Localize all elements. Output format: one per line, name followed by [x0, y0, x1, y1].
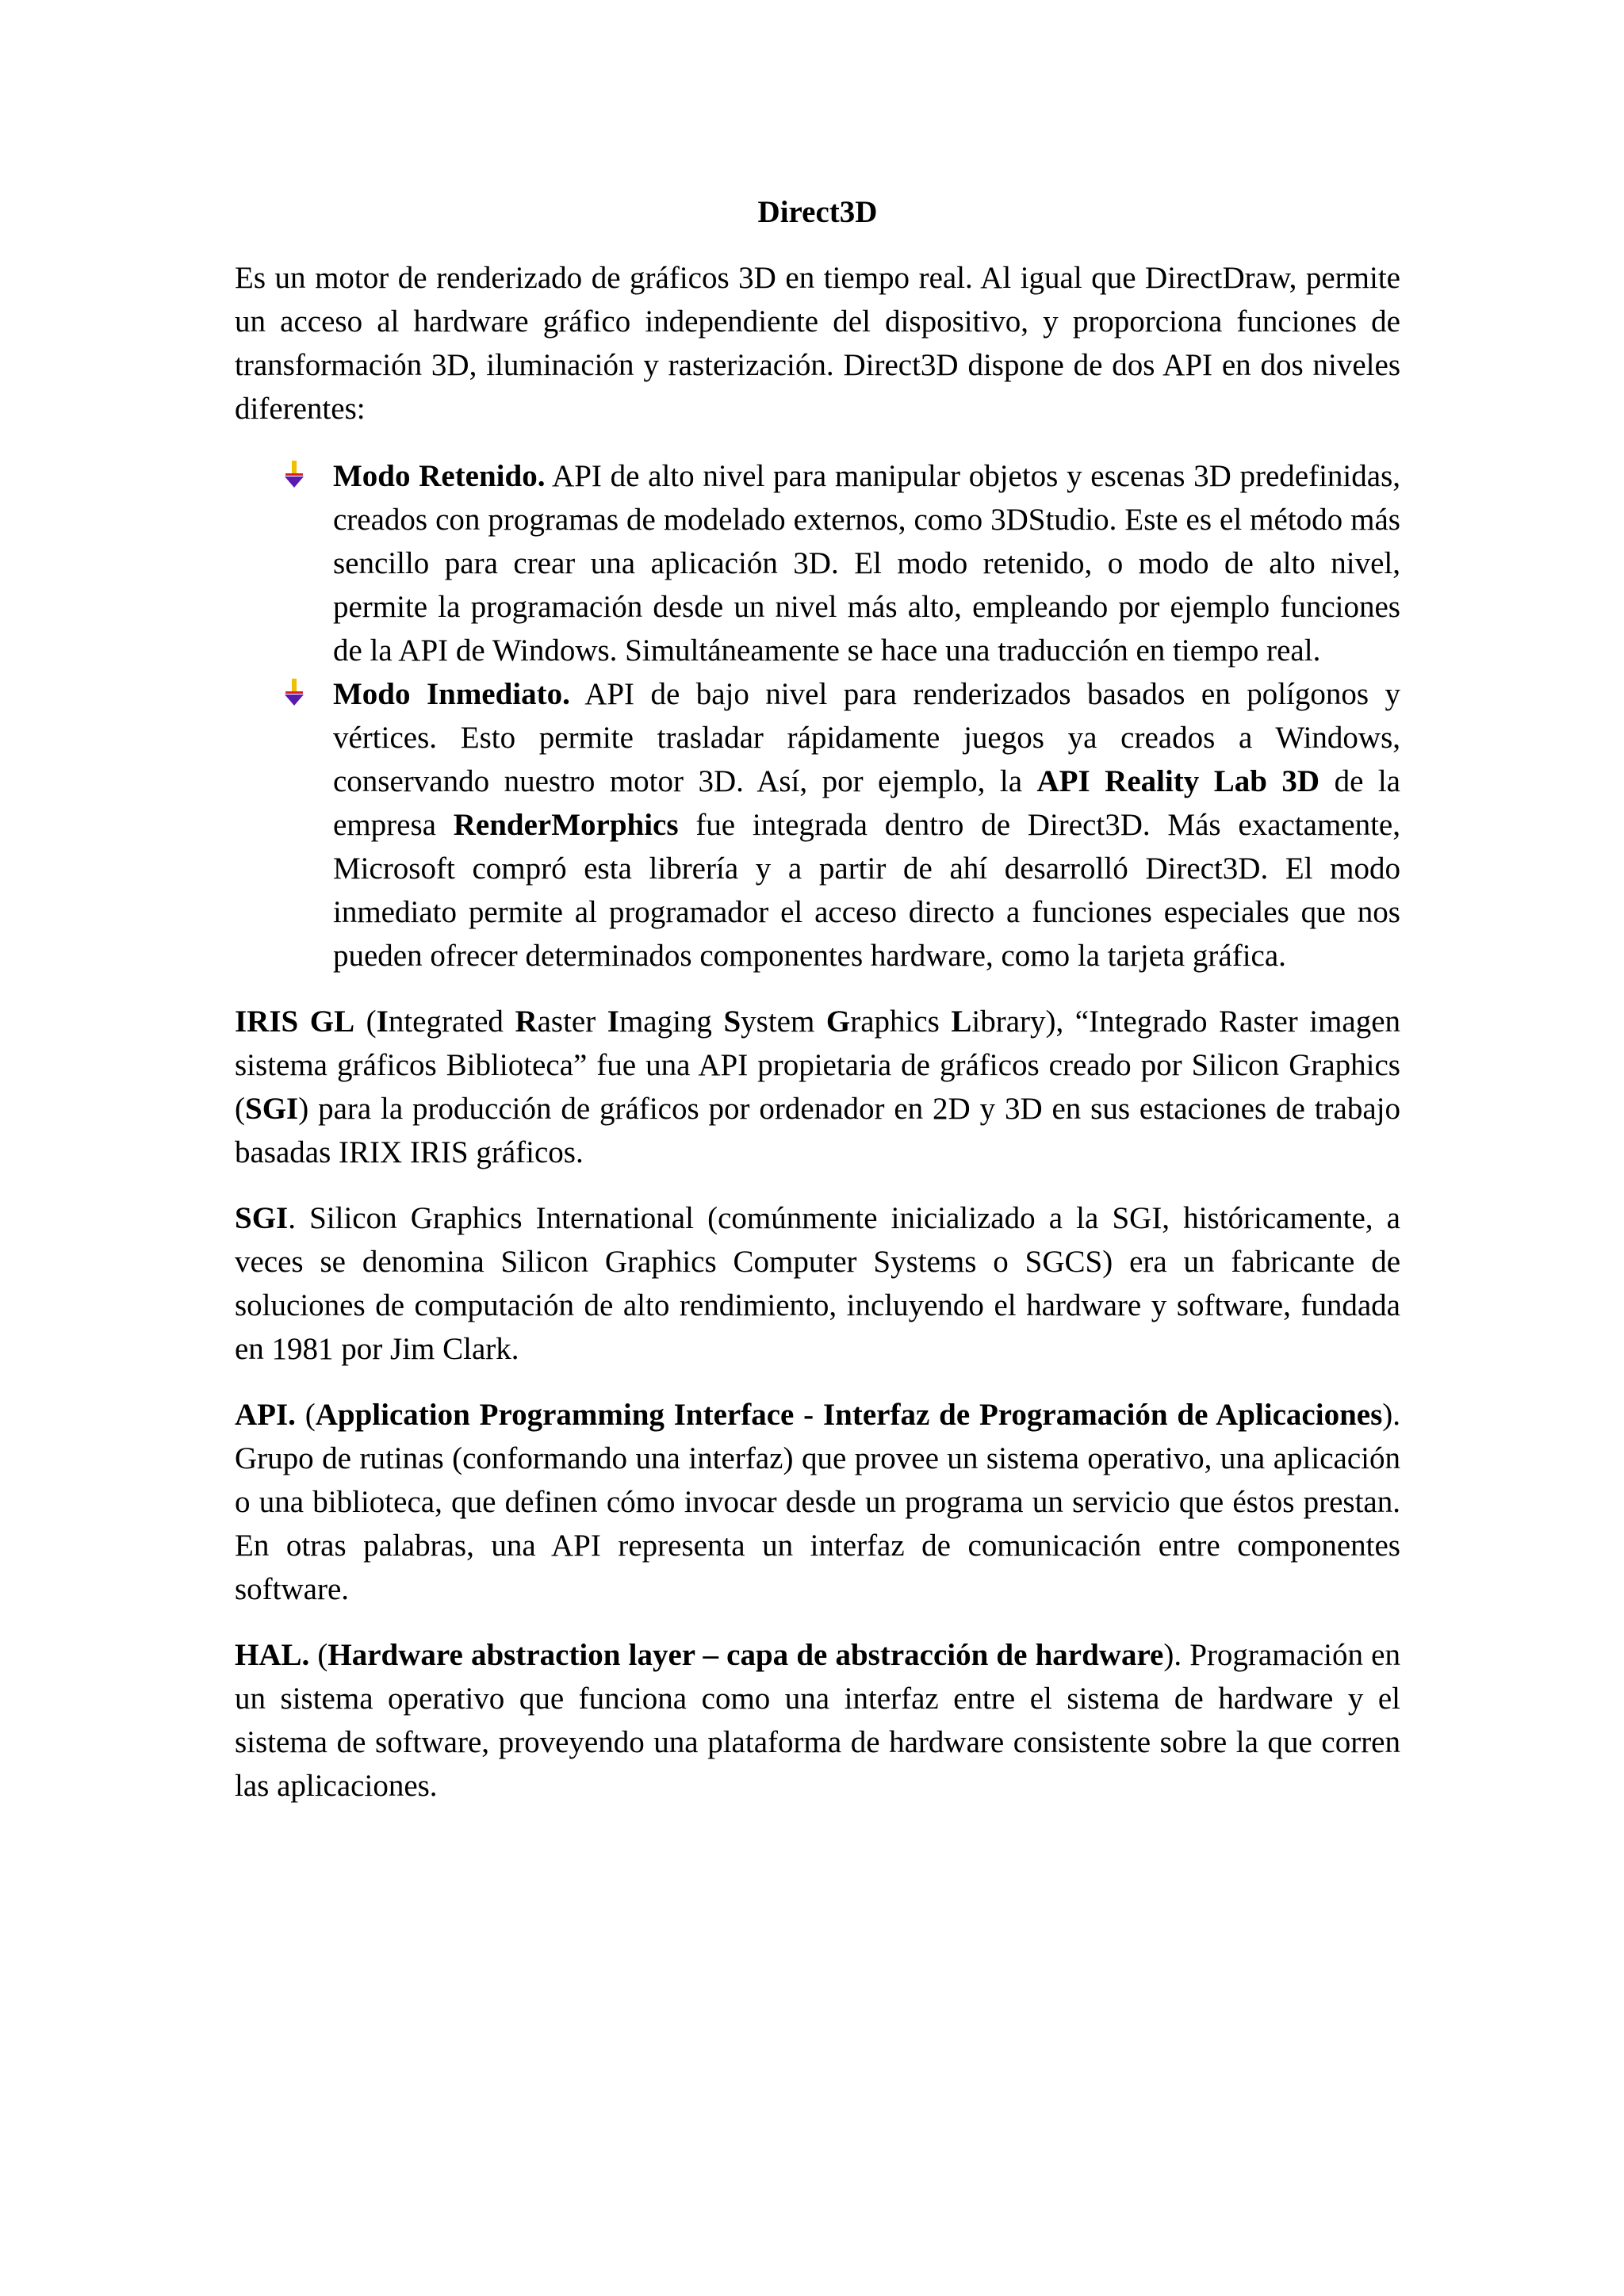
- bold-term: RenderMorphics: [453, 808, 679, 842]
- acronym-letter: I: [376, 1004, 389, 1039]
- bullet-term: Modo Inmediato.: [333, 677, 570, 711]
- arrow-down-icon: [282, 677, 306, 709]
- acronym-letter: I: [607, 1004, 619, 1039]
- page-title: Direct3D: [757, 195, 878, 229]
- bullet-text: fue integrada dentro de Direct3D. Más exactamente, Microsoft compró esta librería y a partir de ahí desarrolló Direct3D. El modo inmediato permite al programador el acceso directo a funciones especiales que nos pueden ofrecer determinados componentes hardware, como la tarjeta gráfica.: [333, 808, 1400, 973]
- paragraph-text: (: [295, 1398, 316, 1432]
- acronym-letter: L: [951, 1004, 972, 1039]
- paragraph-text: ). Grupo de rutinas (conformando una interfaz) que provee un sistema operativo, una aplicación o una biblioteca, que definen cómo invocar desde un programa un servicio que éstos prestan. En otras palabras, una API representa un interfaz de comunicación entre componentes software.: [235, 1398, 1400, 1606]
- iris-gl-paragraph: [235, 1000, 1400, 1174]
- paragraph-text: ) para la producción de gráficos por ordenador en 2D y 3D en sus estaciones de trabajo basadas IRIX IRIS gráficos.: [235, 1092, 1400, 1169]
- hal-term: HAL.: [235, 1638, 310, 1672]
- paragraph-text: raphics: [850, 1004, 952, 1039]
- bullet-list: [235, 454, 1400, 978]
- api-full-name: Application Programming Interface - Interfaz de Programación de Aplicaciones: [315, 1398, 1383, 1432]
- document-page: [235, 190, 1400, 1830]
- iris-term: IRIS GL: [235, 1004, 355, 1039]
- acronym-letter: G: [825, 1004, 851, 1039]
- intro-paragraph: Es un motor de renderizado de gráficos 3D en tiempo real. Al igual que DirectDraw, permite un acceso al hardware gráfico independiente del dispositivo, y proporciona funciones de transformación 3D, iluminación y rasterización. Direct3D dispone de dos API en dos niveles diferentes:: [235, 261, 1400, 426]
- acronym-letter: R: [515, 1004, 538, 1039]
- paragraph-text: ystem: [741, 1004, 826, 1039]
- hal-full-name: Hardware abstraction layer – capa de abstracción de hardware: [327, 1638, 1164, 1672]
- hal-paragraph: [235, 1633, 1400, 1808]
- bullet-text: API de alto nivel para manipular objetos y escenas 3D predefinidas, creados con programas de modelado externos, como 3DStudio. Este es el método más sencillo para crear una aplicación 3D. El modo retenido, o modo de alto nivel, permite la programación desde un nivel más alto, empleando por ejemplo funciones de la API de Windows. Simultáneamente se hace una traducción en tiempo real.: [333, 459, 1400, 668]
- paragraph-text: aster: [537, 1004, 607, 1039]
- api-term: API.: [235, 1398, 296, 1432]
- bullet-term: Modo Retenido.: [333, 459, 546, 493]
- bullet-text: API de bajo nivel para renderizados basados en polígonos y vértices. Esto permite trasladar rápidamente juegos ya creados a Windows, conservando nuestro motor 3D. Así, por ejemplo, la: [333, 677, 1400, 798]
- paragraph-text: maging: [619, 1004, 724, 1039]
- paragraph-text: (: [354, 1004, 377, 1039]
- sgi-paragraph: [235, 1196, 1400, 1371]
- api-paragraph: [235, 1393, 1400, 1611]
- bullet-text: de la empresa: [333, 764, 1400, 842]
- bullet-item-modo-retenido: [235, 454, 1400, 672]
- acronym-letter: S: [723, 1004, 741, 1039]
- bullet-item-modo-inmediato: [235, 672, 1400, 978]
- paragraph-text: ). Programación en un sistema operativo que funciona como una interfaz entre el sistema de hardware y el sistema de software, proveyendo una plataforma de hardware consistente sobre la que corren las aplicaciones.: [235, 1638, 1400, 1803]
- arrow-down-icon: [282, 459, 306, 491]
- paragraph-text: . Silicon Graphics International (comúnmente inicializado a la SGI, históricamente, a veces se denomina Silicon Graphics Computer Systems o SGCS) era un fabricante de soluciones de computación de alto rendimiento, incluyendo el hardware y software, fundada en 1981 por Jim Clark.: [235, 1201, 1400, 1366]
- sgi-term: SGI: [235, 1201, 289, 1235]
- paragraph-text: ibrary), “Integrado Raster imagen sistema gráficos Biblioteca” fue una API propietaria de gráficos creado por Silicon Graphics (: [235, 1004, 1401, 1126]
- paragraph-text: ntegrated: [388, 1004, 515, 1039]
- bold-term: API Reality Lab 3D: [1036, 764, 1320, 798]
- paragraph-text: (: [309, 1638, 328, 1672]
- sgi-term: SGI: [245, 1092, 299, 1126]
